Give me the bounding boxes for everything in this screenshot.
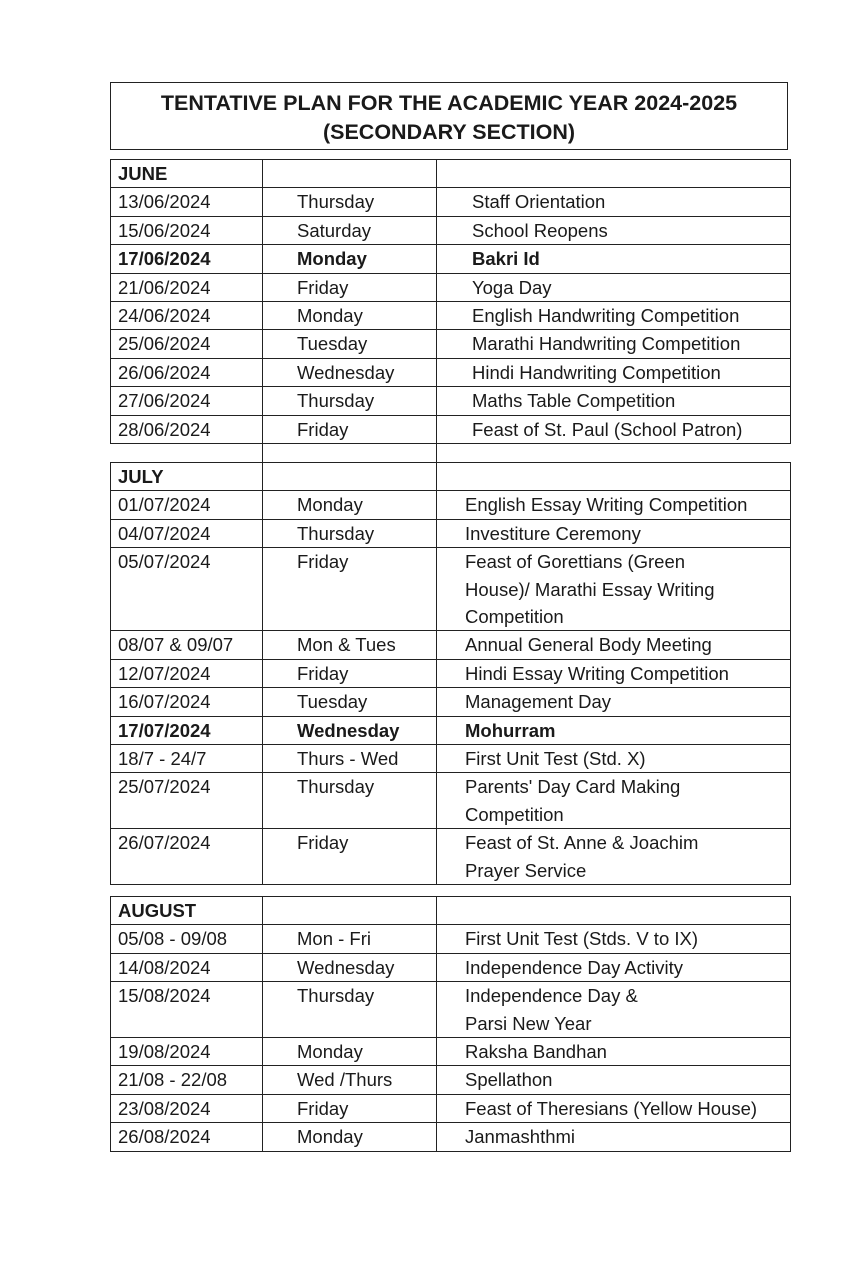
- event-line: Mohurram: [465, 719, 556, 741]
- event-day: Thursday: [263, 982, 437, 1038]
- event-description: [437, 716, 791, 744]
- event-date: 04/07/2024: [111, 519, 263, 547]
- event-description: [437, 631, 791, 659]
- event-row: [111, 1123, 791, 1151]
- page-title: [110, 82, 788, 150]
- event-description: [437, 659, 791, 687]
- event-description: [437, 519, 791, 547]
- event-day: Friday: [263, 659, 437, 687]
- month-label: JUNE: [111, 160, 263, 188]
- event-date: 05/08 - 09/08: [111, 925, 263, 953]
- event-row: [111, 330, 791, 358]
- event-line: Feast of St. Anne & Joachim: [465, 832, 699, 854]
- event-row: [111, 716, 791, 744]
- event-day: Friday: [263, 829, 437, 885]
- event-row: [111, 216, 791, 244]
- event-date: 15/06/2024: [111, 216, 263, 244]
- event-date: 14/08/2024: [111, 953, 263, 981]
- event-row: [111, 1038, 791, 1066]
- event-date: 16/07/2024: [111, 688, 263, 716]
- event-day: Mon - Fri: [263, 925, 437, 953]
- event-description: [437, 688, 791, 716]
- event-date: 17/06/2024: [111, 245, 263, 273]
- event-description: [437, 330, 791, 358]
- empty-cell: [437, 463, 791, 491]
- event-date: 21/06/2024: [111, 273, 263, 301]
- event-day: Wednesday: [263, 953, 437, 981]
- event-day: Tuesday: [263, 688, 437, 716]
- event-description: [437, 982, 791, 1038]
- empty-cell: [263, 463, 437, 491]
- event-date: 26/07/2024: [111, 829, 263, 885]
- event-row: [111, 953, 791, 981]
- column-divider-line: [436, 440, 437, 462]
- event-description: [437, 548, 791, 631]
- event-date: 13/06/2024: [111, 188, 263, 216]
- event-day: Thursday: [263, 188, 437, 216]
- event-line: Independence Day Activity: [465, 956, 684, 978]
- event-row: [111, 1066, 791, 1094]
- event-description: [437, 273, 791, 301]
- event-day: Wednesday: [263, 716, 437, 744]
- event-description: [437, 773, 791, 829]
- month-label: JULY: [111, 463, 263, 491]
- event-day: Friday: [263, 1094, 437, 1122]
- event-line: First Unit Test (Stds. V to IX): [465, 928, 699, 950]
- event-line: Independence Day &: [465, 985, 638, 1007]
- event-day: Monday: [263, 491, 437, 519]
- event-line: Feast of Gorettians (Green: [465, 551, 686, 573]
- event-date: 25/06/2024: [111, 330, 263, 358]
- event-description: [437, 302, 791, 330]
- event-line: Maths Table Competition: [472, 390, 676, 412]
- event-date: 25/07/2024: [111, 773, 263, 829]
- event-date: 26/08/2024: [111, 1123, 263, 1151]
- event-line: English Essay Writing Competition: [465, 494, 748, 516]
- event-day: Monday: [263, 245, 437, 273]
- event-line: Feast of St. Paul (School Patron): [472, 418, 743, 440]
- event-description: [437, 1123, 791, 1151]
- event-day: Wednesday: [263, 358, 437, 386]
- event-line: House)/ Marathi Essay Writing: [465, 578, 715, 600]
- event-row: [111, 302, 791, 330]
- event-day: Thurs - Wed: [263, 745, 437, 773]
- month-table-june: [110, 159, 791, 444]
- event-row: [111, 519, 791, 547]
- event-date: 28/06/2024: [111, 415, 263, 443]
- event-day: Friday: [263, 273, 437, 301]
- empty-cell: [263, 160, 437, 188]
- event-day: Saturday: [263, 216, 437, 244]
- event-description: [437, 953, 791, 981]
- event-row: [111, 631, 791, 659]
- event-line: Investiture Ceremony: [465, 522, 641, 544]
- event-day: Thursday: [263, 773, 437, 829]
- event-line: Parents' Day Card Making: [465, 776, 681, 798]
- event-description: [437, 491, 791, 519]
- event-row: [111, 548, 791, 631]
- column-divider-line: [262, 440, 263, 462]
- event-day: Mon & Tues: [263, 631, 437, 659]
- event-description: [437, 216, 791, 244]
- month-header-row: [111, 897, 791, 925]
- event-row: [111, 358, 791, 386]
- event-line: Hindi Handwriting Competition: [472, 361, 721, 383]
- event-date: 18/7 - 24/7: [111, 745, 263, 773]
- event-date: 27/06/2024: [111, 387, 263, 415]
- event-row: [111, 829, 791, 885]
- event-line: Annual General Body Meeting: [465, 634, 712, 656]
- event-line: Raksha Bandhan: [465, 1041, 607, 1063]
- event-date: 21/08 - 22/08: [111, 1066, 263, 1094]
- event-line: Feast of Theresians (Yellow House): [465, 1097, 758, 1119]
- event-date: 17/07/2024: [111, 716, 263, 744]
- event-row: [111, 387, 791, 415]
- event-row: [111, 659, 791, 687]
- event-line: English Handwriting Competition: [472, 305, 740, 327]
- event-row: [111, 982, 791, 1038]
- event-date: 26/06/2024: [111, 358, 263, 386]
- event-row: [111, 273, 791, 301]
- event-line: Management Day: [465, 691, 612, 713]
- empty-cell: [263, 897, 437, 925]
- event-day: Wed /Thurs: [263, 1066, 437, 1094]
- event-day: Monday: [263, 1123, 437, 1151]
- event-day: Friday: [263, 415, 437, 443]
- event-date: 12/07/2024: [111, 659, 263, 687]
- event-row: [111, 773, 791, 829]
- month-header-row: [111, 160, 791, 188]
- title-line-1: TENTATIVE PLAN FOR THE ACADEMIC YEAR 2024-2025: [160, 91, 738, 115]
- event-line: First Unit Test (Std. X): [465, 748, 646, 770]
- event-date: 05/07/2024: [111, 548, 263, 631]
- event-day: Monday: [263, 302, 437, 330]
- event-line: Yoga Day: [472, 276, 552, 298]
- event-line: Janmashthmi: [465, 1126, 576, 1148]
- event-day: Thursday: [263, 519, 437, 547]
- event-line: Competition: [465, 803, 564, 825]
- event-description: [437, 387, 791, 415]
- event-row: [111, 745, 791, 773]
- event-description: [437, 745, 791, 773]
- event-description: [437, 245, 791, 273]
- month-header-row: [111, 463, 791, 491]
- event-row: [111, 688, 791, 716]
- event-line: Bakri Id: [472, 248, 540, 270]
- event-date: 08/07 & 09/07: [111, 631, 263, 659]
- event-row: [111, 188, 791, 216]
- event-description: [437, 1066, 791, 1094]
- column-divider-gap: [110, 440, 790, 462]
- event-date: 19/08/2024: [111, 1038, 263, 1066]
- event-date: 24/06/2024: [111, 302, 263, 330]
- event-row: [111, 1094, 791, 1122]
- event-description: [437, 188, 791, 216]
- title-line-2: (SECONDARY SECTION): [322, 120, 576, 144]
- month-label: AUGUST: [111, 897, 263, 925]
- empty-cell: [437, 897, 791, 925]
- event-line: Competition: [465, 606, 564, 628]
- event-row: [111, 491, 791, 519]
- event-line: Prayer Service: [465, 859, 587, 881]
- event-date: 23/08/2024: [111, 1094, 263, 1122]
- event-day: Monday: [263, 1038, 437, 1066]
- event-description: [437, 829, 791, 885]
- empty-cell: [437, 160, 791, 188]
- event-description: [437, 358, 791, 386]
- event-row: [111, 925, 791, 953]
- event-row: [111, 245, 791, 273]
- month-table-july: [110, 462, 791, 885]
- event-line: Hindi Essay Writing Competition: [465, 662, 729, 684]
- event-description: [437, 925, 791, 953]
- event-day: Tuesday: [263, 330, 437, 358]
- event-description: [437, 1038, 791, 1066]
- event-line: School Reopens: [472, 219, 608, 241]
- event-line: Staff Orientation: [472, 191, 606, 213]
- event-day: Friday: [263, 548, 437, 631]
- event-description: [437, 1094, 791, 1122]
- event-date: 15/08/2024: [111, 982, 263, 1038]
- month-table-august: [110, 896, 791, 1152]
- event-line: Marathi Handwriting Competition: [472, 333, 741, 355]
- event-line: Spellathon: [465, 1069, 553, 1091]
- event-line: Parsi New Year: [465, 1012, 592, 1034]
- event-date: 01/07/2024: [111, 491, 263, 519]
- event-day: Thursday: [263, 387, 437, 415]
